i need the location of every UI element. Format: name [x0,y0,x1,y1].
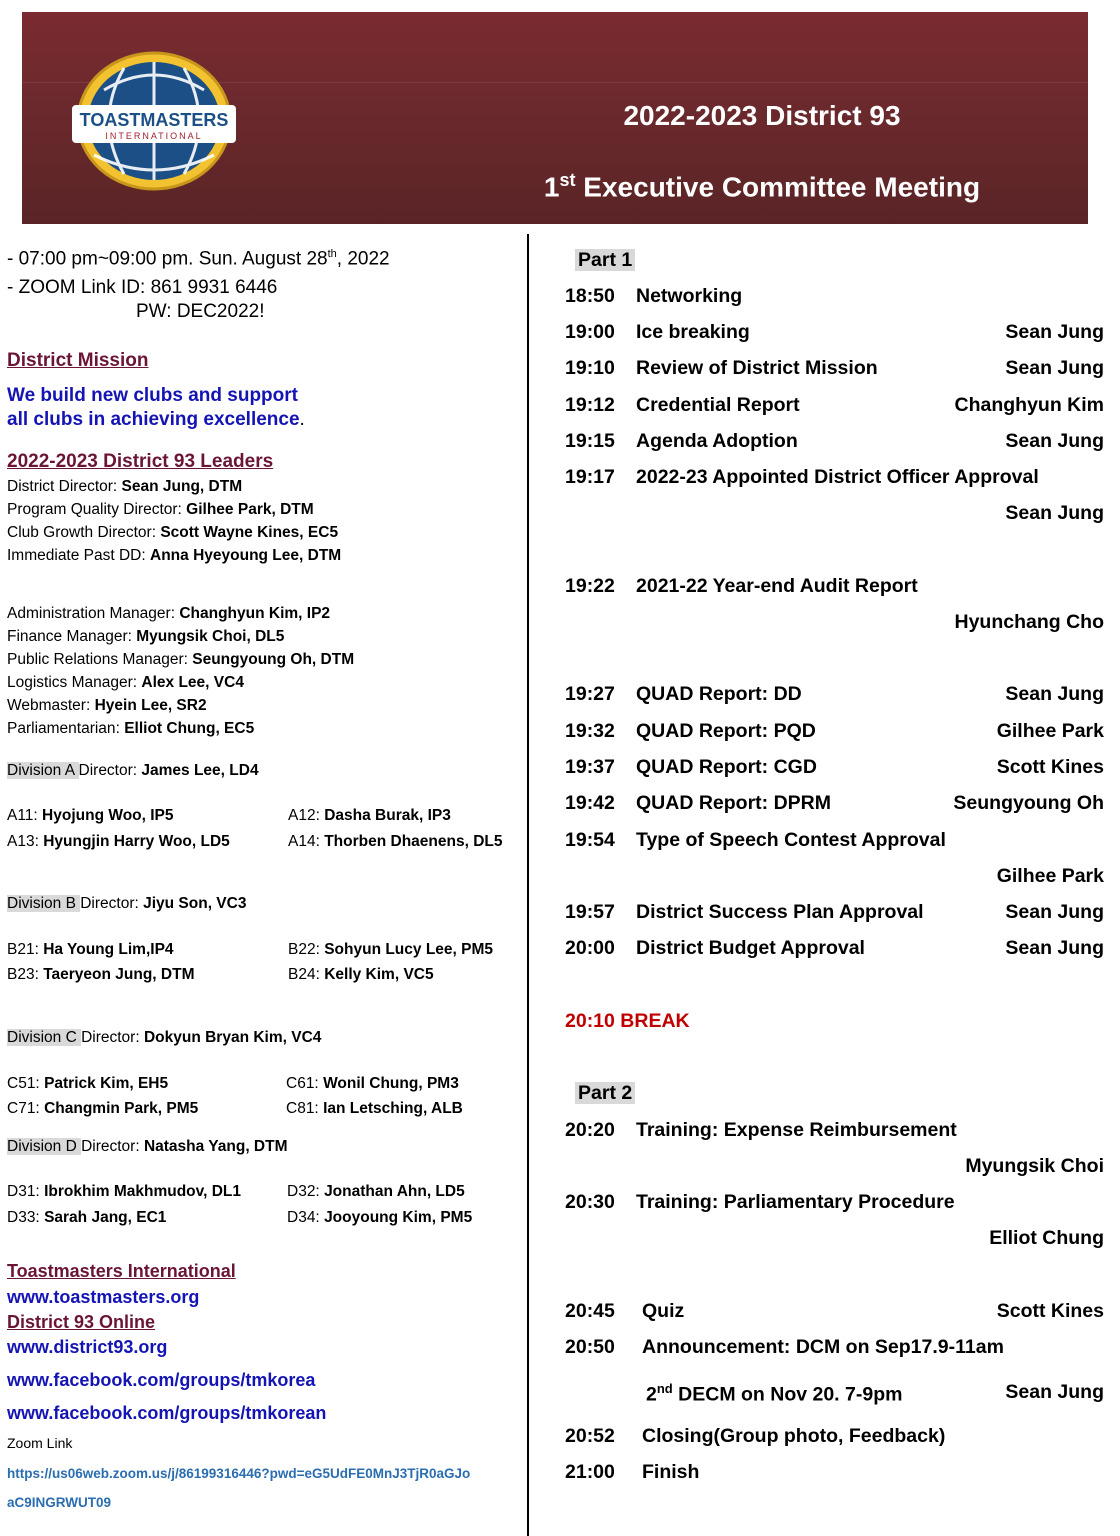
agenda-presenter: Sean Jung [1005,937,1104,959]
meeting-time-ordinal: th [327,248,337,260]
agenda-title: Networking [636,285,743,307]
header-banner [22,12,1088,224]
club-director: Jonathan Ahn, LD5 [324,1183,465,1200]
agenda-presenter: Hyunchang Cho [954,611,1104,633]
agenda-time: 20:50 [565,1336,615,1358]
leader-row-sep: : [177,501,187,518]
subtitle-text: Executive Committee Meeting [575,171,981,203]
agenda-title-number: 2 [646,1383,657,1406]
agenda-time: 19:22 [565,575,615,597]
agenda-time: 20:00 [565,937,615,959]
club-row [7,1183,241,1201]
club-row [7,941,174,959]
agenda-presenter: Sean Jung [1005,1381,1104,1403]
agenda-title: District Budget Approval [636,937,865,959]
agenda-time: 20:30 [565,1191,615,1213]
zoom-password: PW: DEC2022! [136,301,265,322]
club-code: C61: [286,1075,324,1092]
leader-row-name: Sean Jung, DTM [121,478,243,495]
agenda-time: 19:54 [565,829,615,851]
club-code: B21: [7,941,44,958]
agenda-time: 19:10 [565,357,615,379]
club-row [287,1183,465,1201]
division-label: Division C [7,1029,82,1046]
leader-row [7,547,341,565]
d93-heading: District 93 Online [7,1312,156,1332]
club-director: Dasha Burak, IP3 [324,807,451,824]
agenda-presenter: Changhyun Kim [954,394,1104,416]
agenda-time: 19:17 [565,466,615,488]
club-code: A14: [288,833,325,850]
manager-row [7,651,354,669]
agenda-time: 20:52 [565,1425,615,1447]
division-director-name: Natasha Yang, DTM [143,1138,288,1155]
division-director-row [7,895,246,913]
club-director: Wonil Chung, PM3 [323,1075,459,1092]
column-divider [527,234,529,1536]
club-row [287,1209,472,1227]
meeting-time-main: - 07:00 pm~09:00 pm. Sun. August 28 [7,248,328,270]
break-label: 20:10 BREAK [565,1010,690,1032]
manager-row-role: Logistics Manager [7,674,133,691]
part2-label: Part 2 [575,1082,635,1104]
agenda-time: 20:20 [565,1119,615,1141]
club-director: Sarah Jang, EC1 [44,1209,167,1226]
manager-row-role: Finance Manager [7,628,128,645]
page-title: 2022-2023 District 93 [623,100,901,131]
zoom-url-line-2[interactable]: aC9INGRWUT09 [7,1495,112,1510]
club-code: C51: [7,1075,45,1092]
agenda-presenter: Sean Jung [1005,901,1104,923]
manager-row [7,605,330,623]
club-director: Ha Young Lim,IP4 [43,941,174,958]
agenda-title: QUAD Report: DPRM [636,792,831,814]
part2-heading [575,1082,635,1105]
agenda-presenter: Scott Kines [996,756,1104,778]
agenda-title: Type of Speech Contest Approval [636,829,946,851]
manager-row-sep: : [132,674,142,691]
mission-heading: District Mission [7,350,149,371]
meeting-time-year: , 2022 [336,248,390,270]
leader-row-name: Anna Hyeyoung Lee, DTM [150,547,342,564]
agenda-title-text: DECM on Nov 20. 7-9pm [672,1383,903,1406]
agenda-title: QUAD Report: PQD [636,720,816,742]
agenda-presenter: Sean Jung [1005,430,1104,452]
club-row [7,807,174,825]
agenda-title [646,1381,902,1407]
agenda-title: 2021-22 Year-end Audit Report [636,575,918,597]
leader-row-role: District Director [7,478,113,495]
agenda-time: 19:12 [565,394,615,416]
club-director: Jooyoung Kim, PM5 [324,1209,473,1226]
club-code: C81: [286,1100,324,1117]
part1-label: Part 1 [575,249,635,271]
club-code: A11: [7,807,43,824]
part1-heading [575,249,635,272]
agenda-title: Closing(Group photo, Feedback) [642,1425,946,1447]
club-director: Taeryeon Jung, DTM [43,966,195,983]
agenda-presenter: Sean Jung [1005,502,1104,524]
division-director-role: Director: [80,895,144,912]
agenda-presenter: Sean Jung [1005,357,1104,379]
club-row [7,1075,168,1093]
manager-row-name: Seungyoung Oh, DTM [192,651,355,668]
division-label: Division A [7,762,79,779]
meeting-time [7,248,390,270]
manager-row-name: Changhyun Kim, IP2 [179,605,331,622]
d93-link[interactable]: www.district93.org [7,1337,168,1357]
mission-line-2-text: all clubs in achieving excellence [7,409,300,430]
agenda-presenter: Myungsik Choi [965,1155,1104,1177]
agenda-title: Training: Parliamentary Procedure [636,1191,955,1213]
club-code: D34: [287,1209,325,1226]
agenda-presenter: Elliot Chung [989,1227,1104,1249]
club-row [7,966,195,984]
club-director: Ian Letsching, ALB [323,1100,463,1117]
toastmasters-logo [64,50,244,192]
club-code: A12: [288,807,325,824]
agenda-title: Training: Expense Reimbursement [636,1119,957,1141]
manager-row-name: Alex Lee, VC4 [141,674,244,691]
agenda-presenter: Sean Jung [1005,321,1104,343]
agenda-time: 19:37 [565,756,615,778]
club-code: D31: [7,1183,45,1200]
agenda-title: Review of District Mission [636,357,878,379]
agenda-presenter: Sean Jung [1005,683,1104,705]
club-code: B24: [288,966,325,983]
club-director: Hyojung Woo, IP5 [42,807,174,824]
leader-row-name: Gilhee Park, DTM [186,501,314,518]
agenda-time: 19:00 [565,321,615,343]
agenda-time: 19:57 [565,901,615,923]
leader-row [7,478,242,496]
mission-line-2 [7,409,305,431]
manager-row-name: Myungsik Choi, DL5 [136,628,285,645]
agenda-time: 19:42 [565,792,615,814]
club-row [286,1075,459,1093]
manager-row-sep: : [127,628,137,645]
club-director: Sohyun Lucy Lee, PM5 [324,941,494,958]
ti-heading: Toastmasters International [7,1261,236,1281]
club-code: C71: [7,1100,45,1117]
manager-row-sep: : [170,605,180,622]
manager-row [7,720,254,738]
club-row [7,1209,166,1227]
agenda-title: Quiz [642,1300,685,1322]
manager-row-name: Hyein Lee, SR2 [94,697,207,714]
manager-row-role: Public Relations Manager [7,651,184,668]
agenda-presenter: Gilhee Park [996,865,1104,887]
leader-row-name: Scott Wayne Kines, EC5 [160,524,339,541]
division-director-name: Jiyu Son, VC3 [143,895,247,912]
manager-row-role: Administration Manager [7,605,171,622]
manager-row-role: Parliamentarian [7,720,116,737]
club-row [288,833,502,851]
subtitle-number: 1 [543,171,560,203]
agenda-time: 19:32 [565,720,615,742]
manager-row-sep: : [183,651,193,668]
leader-row-sep: : [112,478,122,495]
mission-line-1: We build new clubs and support [7,385,298,406]
manager-row [7,628,284,646]
logo-text: TOASTMASTERS [79,110,229,130]
manager-row-sep: : [115,720,125,737]
agenda-title: Agenda Adoption [636,430,798,452]
zoom-link-label: Zoom Link [7,1435,73,1451]
club-code: D33: [7,1209,45,1226]
logo-subtext: INTERNATIONAL [105,131,203,141]
agenda-title: Announcement: DCM on Sep17.9-11am [642,1336,1004,1358]
club-code: B22: [288,941,325,958]
zoom-id: - ZOOM Link ID: 861 9931 6446 [7,277,278,298]
agenda-time: 20:45 [565,1300,615,1322]
facebook-link-1[interactable]: www.facebook.com/groups/tmkorea [7,1370,316,1390]
leader-row [7,524,338,542]
agenda-title: QUAD Report: DD [636,683,802,705]
club-director: Hyungjin Harry Woo, LD5 [43,833,230,850]
division-director-role: Director: [81,1029,144,1046]
club-row [288,966,434,984]
division-director-name: Dokyun Bryan Kim, VC4 [143,1029,322,1046]
club-director: Patrick Kim, EH5 [44,1075,169,1092]
club-row [288,941,493,959]
club-row [286,1100,463,1118]
club-code: B23: [7,966,44,983]
division-director-role: Director: [81,1138,144,1155]
leaders-heading: 2022-2023 District 93 Leaders [7,451,274,472]
agenda-time: 19:15 [565,430,615,452]
mission-period: . [299,409,305,430]
club-row [7,1100,198,1118]
division-label: Division D [7,1138,82,1155]
agenda-title: Ice breaking [636,321,750,343]
facebook-link-2[interactable]: www.facebook.com/groups/tmkorean [7,1403,327,1423]
division-label: Division B [7,895,81,912]
club-director: Thorben Dhaenens, DL5 [324,833,503,850]
manager-row [7,697,207,715]
club-code: A13: [7,833,44,850]
club-director: Ibrokhim Makhmudov, DL1 [44,1183,241,1200]
leader-row-sep: : [141,547,151,564]
division-director-name: James Lee, LD4 [141,762,259,779]
agenda-title: QUAD Report: CGD [636,756,817,778]
agenda-title-ordinal: nd [656,1381,673,1396]
club-row [288,807,451,825]
ti-link[interactable]: www.toastmasters.org [7,1287,200,1307]
club-code: D32: [287,1183,325,1200]
leader-row-role: Program Quality Director [7,501,178,518]
agenda-time: 18:50 [565,285,615,307]
leader-row [7,501,314,519]
manager-row-name: Elliot Chung, EC5 [124,720,255,737]
manager-row [7,674,244,692]
agenda-time: 19:27 [565,683,615,705]
manager-row-sep: : [85,697,95,714]
subtitle-ordinal: st [559,170,576,190]
division-director-row [7,1029,321,1047]
agenda-title: 2022-23 Appointed District Officer Approval [636,466,1039,488]
page-subtitle [442,170,1082,203]
agenda-time: 21:00 [565,1461,615,1483]
leader-row-role: Club Growth Director [7,524,152,541]
agenda-presenter: Gilhee Park [996,720,1104,742]
division-director-row [7,762,259,780]
agenda-title: Finish [642,1461,700,1483]
leader-row-role: Immediate Past DD [7,547,142,564]
division-director-role: Director: [78,762,142,779]
agenda-presenter: Seungyoung Oh [953,792,1104,814]
leader-row-sep: : [151,524,161,541]
zoom-url-line-1[interactable]: https://us06web.zoom.us/j/86199316446?pwd=eG5UdFE0MnJ3TjR0aGJo [7,1466,471,1481]
agenda-title: District Success Plan Approval [636,901,924,923]
manager-row-role: Webmaster [7,697,86,714]
agenda-presenter: Scott Kines [996,1300,1104,1322]
club-director: Kelly Kim, VC5 [324,966,434,983]
club-row [7,833,230,851]
club-director: Changmin Park, PM5 [44,1100,199,1117]
agenda-title: Credential Report [636,394,800,416]
division-director-row [7,1138,288,1156]
